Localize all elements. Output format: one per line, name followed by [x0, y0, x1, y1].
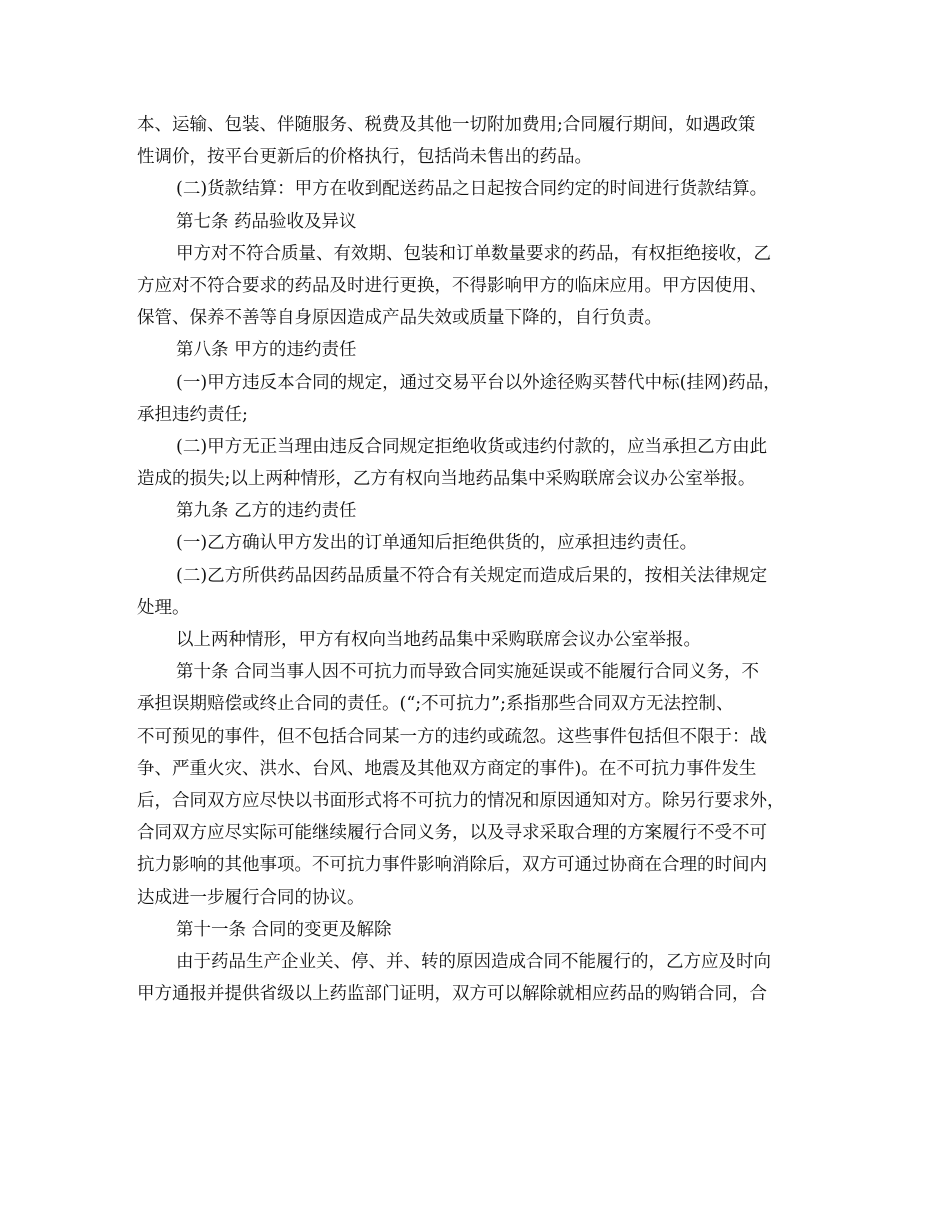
text-line: 性调价，按平台更新后的价格执行，包括尚未售出的药品。	[137, 147, 592, 168]
text-line: 处理。	[137, 597, 190, 618]
text-line: 由于药品生产企业关、停、并、转的原因造成合同不能履行的，乙方应及时向	[176, 951, 771, 972]
section-heading: 第十一条 合同的变更及解除	[176, 919, 392, 940]
text-line: 方应对不符合要求的药品及时进行更换，不得影响甲方的临床应用。甲方因使用、	[137, 275, 767, 296]
text-line: 甲方通报并提供省级以上药监部门证明，双方可以解除就相应药品的购销合同，合	[137, 984, 767, 1005]
text-line: 争、严重火灾、洪水、台风、地震及其他双方商定的事件)。在不可抗力事件发生	[137, 758, 757, 779]
text-line: 承担误期赔偿或终止合同的责任。(“;不可抗力”;系指那些合同双方无法控制、	[137, 694, 734, 715]
document-body	[137, 109, 817, 1010]
text-line: (二)货款结算：甲方在收到配送药品之日起按合同约定的时间进行货款结算。	[176, 179, 768, 200]
text-line: (二)甲方无正当理由违反合同规定拒绝收货或违约付款的，应当承担乙方由此	[176, 436, 768, 457]
text-line: 保管、保养不善等自身原因造成产品失效或质量下降的，自行负责。	[137, 308, 662, 329]
text-line: 后，合同双方应尽快以书面形式将不可抗力的情况和原因通知对方。除另行要求外，	[137, 790, 785, 811]
text-line: 达成进一步履行合同的协议。	[137, 887, 365, 908]
text-line: 抗力影响的其他事项。不可抗力事件影响消除后，双方可通过协商在合理的时间内	[137, 855, 767, 876]
text-line: 造成的损失;以上两种情形，乙方有权向当地药品集中采购联席会议办公室举报。	[137, 469, 756, 490]
text-line: (二)乙方所供药品因药品质量不符合有关规定而造成后果的，按相关法律规定	[176, 565, 768, 586]
text-line: (一)乙方确认甲方发出的订单通知后拒绝供货的，应承担违约责任。	[176, 533, 698, 554]
section-heading: 第八条 甲方的违约责任	[176, 340, 357, 361]
section-heading: 第九条 乙方的违约责任	[176, 501, 357, 522]
text-line: (一)甲方违反本合同的规定，通过交易平台以外途径购买替代中标(挂网)药品，	[176, 372, 781, 393]
text-line: 本、运输、包装、伴随服务、税费及其他一切附加费用;合同履行期间，如遇政策	[137, 115, 756, 135]
text-line: 承担违约责任;	[137, 404, 248, 425]
text-line: 甲方对不符合质量、有效期、包装和订单数量要求的药品，有权拒绝接收，乙	[176, 243, 771, 264]
section-heading: 第七条 药品验收及异议	[176, 211, 357, 232]
text-line: 不可预见的事件，但不包括合同某一方的违约或疏忽。这些事件包括但不限于：战	[137, 726, 767, 747]
text-line: 第十条 合同当事人因不可抗力而导致合同实施延误或不能履行合同义务，不	[176, 662, 760, 683]
text-line: 以上两种情形，甲方有权向当地药品集中采购联席会议办公室举报。	[176, 630, 701, 650]
text-line: 合同双方应尽实际可能继续履行合同义务，以及寻求采取合理的方案履行不受不可	[137, 823, 767, 844]
